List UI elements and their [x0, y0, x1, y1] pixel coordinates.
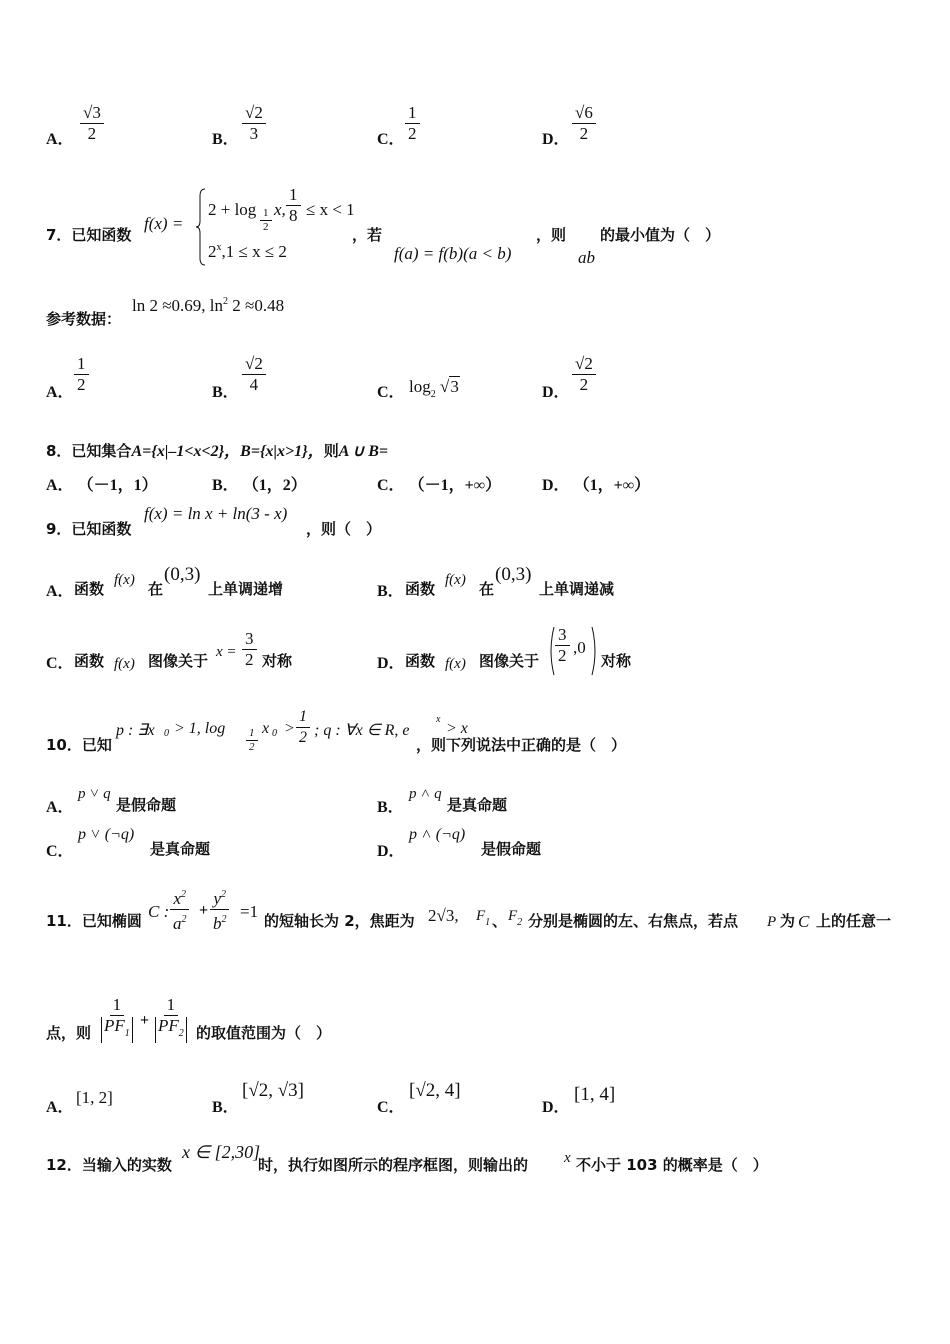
fraction-numerator: 1 — [110, 996, 125, 1016]
option-label: A． — [46, 583, 74, 600]
question-prefix: 7．已知函数 — [46, 226, 132, 244]
q10-stem — [46, 708, 906, 758]
option-interval: [√2, 4] — [409, 1080, 461, 1101]
input-range: x ∈ [2,30] — [182, 1142, 261, 1162]
option-text: 函数 — [405, 652, 436, 670]
option-label: B． — [377, 799, 404, 816]
a-var: a — [173, 914, 182, 933]
radicand: 3 — [450, 377, 459, 396]
exponent: 2 — [221, 889, 227, 900]
option-label: D． — [542, 1099, 570, 1116]
plus-sign: + — [140, 1012, 150, 1029]
reference-data — [132, 296, 284, 316]
option-text: 上单调递减 — [539, 580, 615, 598]
segment-name: PF — [104, 1016, 125, 1035]
ellipse-name: C : — [148, 902, 170, 921]
b-squared — [210, 910, 230, 933]
option-label: A． — [46, 384, 74, 401]
q8-option-c — [377, 472, 501, 495]
fraction-denominator: 2 — [558, 646, 567, 665]
option-log-expr: $\log_2 √3$ — [409, 377, 459, 400]
question-tail: 不小于 103 的概率是（ ） — [576, 1156, 768, 1174]
option-text: 图像关于 — [148, 652, 209, 670]
axis-equation: x = — [216, 644, 237, 660]
q11-options — [46, 1078, 666, 1118]
question-tail: 的最小值为（ ） — [600, 226, 721, 244]
option-fraction — [242, 355, 266, 394]
plus-sign: + — [199, 902, 209, 919]
point-y: ,0 — [573, 638, 586, 657]
option-label: D． — [542, 477, 570, 494]
reciprocal-pf2 — [152, 996, 190, 1043]
option-text: 在 — [148, 580, 164, 598]
option-text: 上单调递增 — [208, 580, 284, 598]
fraction-denominator: 8 — [289, 206, 298, 225]
a-squared — [170, 910, 190, 933]
q8-option-b — [212, 472, 307, 495]
fraction-denominator: 2 — [408, 124, 417, 143]
option-interval: [1, 2] — [76, 1088, 113, 1107]
option-fraction — [572, 355, 596, 394]
fraction-denominator: 2 — [579, 124, 589, 143]
option-label: B． — [212, 477, 239, 494]
case1-var: x, — [274, 200, 286, 219]
option-label: D． — [542, 384, 570, 401]
option-label: D． — [377, 655, 405, 672]
stem-text: 上的任意一 — [816, 912, 892, 930]
option-label: A． — [46, 131, 74, 148]
option-label: D． — [377, 843, 405, 860]
log-base-numerator: 1 — [246, 728, 258, 741]
q9-stem — [46, 504, 546, 538]
focus-letter: F — [476, 908, 486, 924]
option-label: C． — [377, 384, 405, 401]
set-b: B={x|x>1}， — [240, 443, 324, 460]
fraction-denominator: 2 — [299, 729, 307, 746]
reference-data-a: ln 2 ≈0.69, ln — [132, 296, 224, 315]
condition: f(a) = f(b)(a < b) — [394, 244, 512, 263]
b-var: b — [213, 914, 222, 933]
option-fraction — [242, 104, 266, 143]
piecewise-case-2 — [208, 242, 287, 262]
segment-subscript: 2 — [178, 1028, 184, 1039]
case2-domain: ,1 ≤ x ≤ 2 — [221, 242, 287, 261]
question-prefix: 10．已知 — [46, 736, 112, 754]
question-prefix: 9．已知函数 — [46, 520, 132, 538]
fraction-numerator: 3 — [242, 630, 257, 650]
option-label: C． — [46, 655, 74, 672]
output-var: x — [564, 1150, 571, 1166]
fraction-denominator: 2 — [87, 124, 97, 143]
stem-text: 分别是椭圆的左、右焦点，若点 — [528, 912, 739, 930]
point-p: P — [767, 914, 777, 930]
option-text: （－1，1） — [77, 477, 158, 494]
separator: 、 — [492, 912, 508, 930]
q6-options — [46, 104, 646, 156]
option-text: 在 — [479, 580, 495, 598]
option-text: （－1，+∞） — [408, 477, 502, 494]
option-label: B． — [212, 131, 239, 148]
q8-options — [46, 472, 666, 494]
interval: (0,3) — [495, 564, 532, 585]
reference-data-b: 2 ≈0.48 — [232, 296, 285, 315]
option-fraction — [572, 104, 596, 143]
function-name: f(x) — [114, 656, 135, 672]
option-label: A． — [46, 799, 74, 816]
case2-base: 2 — [208, 242, 217, 261]
option-fraction — [405, 104, 420, 143]
reference-label: 参考数据： — [46, 310, 122, 328]
fraction-numerator: √2 — [242, 104, 266, 124]
q10-option-c — [46, 826, 346, 860]
x-var: x — [173, 889, 182, 908]
q10-option-b — [377, 786, 677, 814]
q12-stem — [46, 1138, 906, 1174]
x-term — [170, 886, 190, 933]
segment-name: PF — [158, 1016, 179, 1035]
stem-text: 为 — [780, 912, 796, 930]
case1-domain: ≤ x < 1 — [306, 200, 355, 219]
focus-subscript: 1 — [485, 917, 491, 928]
option-label: A． — [46, 1099, 74, 1116]
question-tail: ，则下列说法中正确的是（ ） — [416, 736, 627, 754]
product-ab: ab — [578, 248, 595, 267]
option-text: 是假命题 — [481, 840, 542, 858]
q-tail: > x — [446, 720, 468, 737]
q9-option-c — [46, 628, 366, 680]
stem-text: 点，则 — [46, 1024, 92, 1042]
function-name: f(x) — [445, 572, 466, 588]
fraction-numerator: 1 — [296, 708, 310, 728]
y-term — [210, 886, 230, 933]
fraction-numerator: √2 — [572, 355, 596, 375]
logic-expr: p ˅ q — [78, 786, 111, 802]
option-fraction — [74, 355, 89, 394]
fraction-numerator: 1 — [74, 355, 89, 375]
stem-text: 时，执行如图所示的程序框图，则输出的 — [258, 1156, 529, 1174]
option-text: （1，2） — [242, 477, 307, 494]
fraction-denominator: 3 — [249, 124, 259, 143]
fraction-denominator — [152, 1016, 190, 1043]
x0-subscript: 0 — [272, 728, 277, 739]
greater-than: > — [284, 720, 295, 737]
q7-reference — [46, 294, 446, 330]
equals-one: =1 — [240, 902, 259, 921]
option-label: D． — [542, 131, 570, 148]
ellipse-name: C — [798, 912, 810, 931]
logic-expr: p ˄ q — [409, 786, 442, 802]
question-prefix: 8．已知集合 — [46, 442, 132, 460]
logic-expr: p ˄ (¬q) — [409, 826, 466, 843]
reference-exponent: 2 — [223, 296, 229, 307]
option-text: （1，+∞） — [573, 477, 651, 494]
set-a: A={x|–1<x<2}， — [131, 443, 241, 460]
option-label: C． — [46, 843, 74, 860]
option-text: 是真命题 — [150, 840, 211, 858]
x0-subscript: 0 — [164, 728, 169, 739]
focal-length: 2√3, — [428, 906, 459, 925]
y-squared — [210, 886, 229, 910]
exponent: x — [436, 714, 441, 725]
option-text: 是真命题 — [447, 796, 508, 814]
piecewise-brace — [196, 188, 206, 266]
option-text: 函数 — [405, 580, 436, 598]
option-label: A． — [46, 477, 74, 494]
exponent: 2 — [181, 889, 187, 900]
fraction-denominator: 2 — [77, 375, 86, 394]
q9-option-d — [377, 624, 697, 680]
log-base — [246, 728, 258, 753]
question-tail: ，则（ ） — [306, 520, 382, 538]
fraction-numerator: 1 — [405, 104, 420, 124]
case2-exponent: x — [216, 242, 222, 253]
axis-fraction — [242, 630, 257, 669]
q10-option-a — [46, 786, 346, 814]
question-prefix: 12．当输入的实数 — [46, 1156, 172, 1174]
reciprocal-pf1 — [98, 996, 136, 1043]
option-interval: [√2, √3] — [242, 1080, 305, 1101]
p-condition: > 1, log — [174, 720, 226, 737]
q-quantifier: ; q : ∀x ∈ R, e — [314, 722, 410, 739]
option-text: 是假命题 — [116, 796, 177, 814]
function-name: f(x) — [114, 572, 135, 588]
focus-2 — [508, 908, 522, 928]
option-interval: [1, 4] — [574, 1084, 616, 1105]
question-tail: 的取值范围为（ ） — [196, 1024, 332, 1042]
union-expr: A ∪ B= — [338, 443, 389, 460]
option-label: C． — [377, 1099, 405, 1116]
q9-option-a — [46, 564, 366, 598]
option-label: C． — [377, 477, 405, 494]
left-paren — [547, 626, 555, 676]
option-fraction — [80, 104, 104, 143]
half-fraction — [296, 708, 310, 747]
text-then: 则 — [323, 442, 339, 460]
q11-stem-line2 — [46, 996, 646, 1050]
log-base — [260, 208, 272, 233]
option-label: B． — [212, 384, 239, 401]
function-lhs: f(x) = — [144, 214, 184, 233]
segment-subscript: 1 — [124, 1028, 130, 1039]
option-label: B． — [377, 583, 404, 600]
fraction-numerator: 1 — [286, 186, 301, 206]
text-ze: ，则 — [536, 226, 567, 244]
fraction-denominator — [98, 1016, 136, 1043]
log-text: log — [409, 377, 431, 396]
fraction-numerator: 1 — [164, 996, 179, 1016]
fraction-numerator: √3 — [80, 104, 104, 124]
exponent: 2 — [221, 914, 227, 925]
y-var: y — [213, 889, 222, 908]
log-argument: x — [262, 720, 270, 737]
stem-text: 的短轴长为 2，焦距为 — [264, 912, 415, 930]
case1-fraction — [286, 186, 301, 225]
option-text: 图像关于 — [479, 652, 540, 670]
exponent: 2 — [181, 914, 187, 925]
option-text: 对称 — [601, 652, 632, 670]
q8-stem — [46, 438, 546, 460]
focus-1 — [476, 908, 490, 928]
function-def: f(x) = ln x + ln(3 - x) — [144, 504, 288, 523]
q8-option-d — [542, 472, 650, 495]
focus-subscript: 2 — [517, 917, 523, 928]
text-ruo: ，若 — [352, 226, 383, 244]
point-fraction — [555, 626, 570, 665]
fraction-denominator: 2 — [245, 650, 254, 669]
p-quantifier: p : ∃x — [116, 722, 155, 739]
option-label: C． — [377, 131, 405, 148]
q7-stem — [46, 186, 906, 272]
fraction-denominator: 4 — [249, 375, 259, 394]
q10-option-d — [377, 826, 677, 860]
option-text: 对称 — [262, 652, 293, 670]
log-base-denominator: 2 — [249, 741, 255, 753]
logic-expr: p ˅ (¬q) — [78, 826, 135, 843]
fraction-denominator: 2 — [579, 375, 589, 394]
log-subscript: 2 — [430, 389, 436, 400]
interval: (0,3) — [164, 564, 201, 585]
q7-options — [46, 355, 646, 407]
right-paren — [591, 626, 599, 676]
q11-stem-line1 — [46, 884, 916, 936]
q8-option-a — [46, 472, 158, 495]
log-base-numerator: 1 — [260, 208, 272, 221]
fraction-numerator: √6 — [572, 104, 596, 124]
function-name: f(x) — [445, 656, 466, 672]
fraction-numerator: √2 — [242, 355, 266, 375]
q9-option-b — [377, 564, 697, 598]
case1-text: 2 + log — [208, 200, 257, 219]
option-label: B． — [212, 1099, 239, 1116]
question-prefix: 11．已知椭圆 — [46, 912, 142, 930]
x-squared — [170, 886, 189, 910]
fraction-numerator: 3 — [555, 626, 570, 646]
log-base-denominator: 2 — [263, 221, 269, 233]
option-text: 函数 — [74, 652, 105, 670]
option-text: 函数 — [74, 580, 105, 598]
focus-letter: F — [508, 908, 518, 924]
